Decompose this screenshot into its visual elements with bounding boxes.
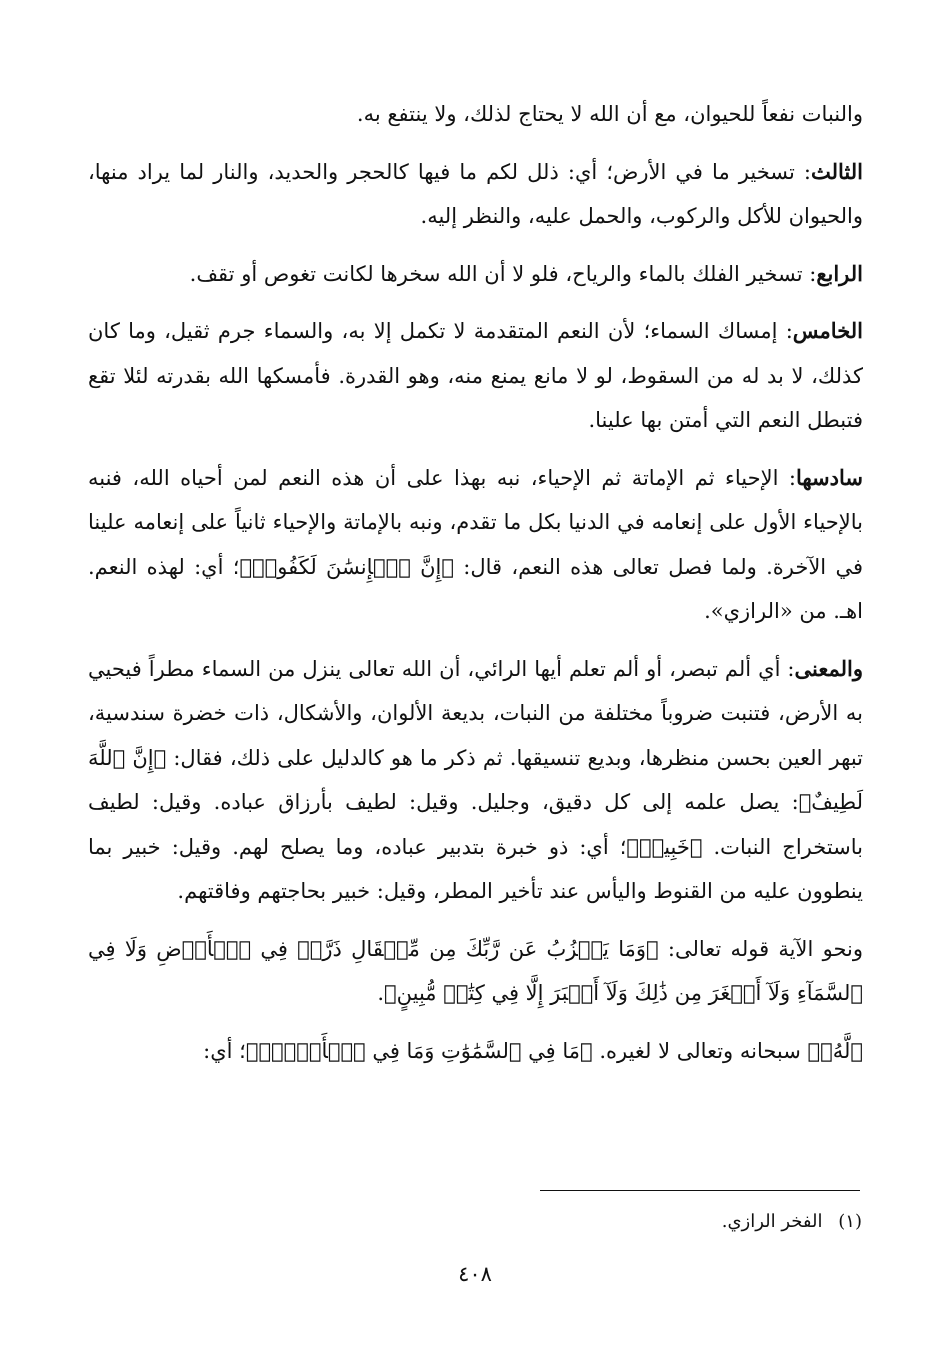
paragraph-2	[88, 150, 863, 239]
footnote-number: (١)	[838, 1211, 862, 1232]
page-body	[88, 92, 863, 1086]
paragraph-8-text: ﴿لَّهُۥ﴾ سبحانه وتعالى لا لغيره. ﴿مَا فِي ٱلسَّمَٰوَٰتِ وَمَا فِي ٱلۡأَرۡضِۗ﴾؛ أي:	[203, 1038, 863, 1063]
paragraph-6-head: والمعنى	[794, 655, 863, 681]
paragraph-4-text: : إمساك السماء؛ لأن النعم المتقدمة لا تكمل إلا به، والسماء جرم ثقيل، وما كان كذلك، لا بد له من السقوط، لو لا مانع يمنع منه، وهو القدرة. فأمسكها الله بقدرته لئلا تقع فتبطل النعم التي أمتن بها علينا.	[88, 319, 863, 432]
paragraph-3	[88, 252, 863, 297]
paragraph-4	[88, 309, 863, 443]
footnote-divider	[540, 1190, 860, 1191]
paragraph-6-text: : أي ألم تبصر، أو ألم تعلم أيها الرائي، أن الله تعالى ينزل من السماء مطراً فيحيي به الأرض، فتنبت ضروباً مختلفة من النبات، بديعة الألوان، والأشكال، ذات خضرة سندسية، تبهر العين بحسن منظرها، وبديع تنسيقها. ثم ذكر ما هو كالدليل على ذلك، فقال: ﴿إِنَّ ٱللَّهَ لَطِيفٌ﴾: يصل علمه إلى كل دقيق، وجليل. وقيل: لطيف بأرزاق عباده. وقيل: لطيف باستخراج النبات. ﴿خَبِيرٞ﴾؛ أي: ذو خبرة بتدبير عباده، وما يصلح لهم. وقيل: خبير بما ينطوون عليه من القنوط واليأس عند تأخير المطر، وقيل: خبير بحاجتهم وفاقتهم.	[88, 656, 863, 903]
paragraph-7-text: ونحو الآية قوله تعالى: ﴿وَمَا يَعۡزُبُ عَن رَّبِّكَ مِن مِّثۡقَالِ ذَرَّةٖ فِي ٱلۡأَرۡضِ وَلَا فِي ٱلسَّمَآءِ وَلَآ أَصۡغَرَ مِن ذَٰلِكَ وَلَآ أَكۡبَرَ إِلَّا فِي كِتَٰبٖ مُّبِينٍ﴾.	[88, 936, 863, 1005]
paragraph-2-head: الثالث	[811, 158, 863, 184]
paragraph-8	[88, 1029, 863, 1074]
footnote-text: الفخر الرازي.	[721, 1211, 823, 1232]
paragraph-2-text: : تسخير ما في الأرض؛ أي: ذلل لكم ما فيها كالحجر والحديد، والنار لما يراد منها، والحيوان للأكل والركوب، والحمل عليه، والنظر إليه.	[88, 159, 863, 228]
paragraph-3-head: الرابع	[816, 260, 863, 286]
paragraph-7	[88, 927, 863, 1016]
paragraph-5	[88, 456, 863, 634]
paragraph-5-head: سادسها	[795, 464, 863, 490]
paragraph-6	[88, 647, 863, 914]
page-number: ٤٠٨	[458, 1262, 492, 1286]
paragraph-4-head: الخامس	[792, 318, 863, 343]
paragraph-5-text: : الإحياء ثم الإماتة ثم الإحياء، نبه بهذا على أن هذه النعم لمن أحياه الله، فنبه بالإحياء الأول على إنعامه في الدنيا بكل ما تقدم، ونبه بالإماتة والإحياء ثانياً على إنعامه علينا في الآخرة. ولما فصل تعالى هذه النعم، قال: ﴿إِنَّ ٱلۡإِنسَٰنَ لَكَفُورٞ﴾؛ أي: لهذه النعم. اهـ. من «الرازي».	[88, 465, 863, 623]
paragraph-1-text: والنبات نفعاً للحيوان، مع أن الله لا يحتاج لذلك، ولا ينتفع به.	[356, 102, 863, 126]
paragraph-3-text: : تسخير الفلك بالماء والرياح، فلو لا أن الله سخرها لكانت تغوص أو تقف.	[189, 261, 817, 286]
footnote	[722, 1207, 862, 1237]
paragraph-1	[88, 92, 863, 137]
